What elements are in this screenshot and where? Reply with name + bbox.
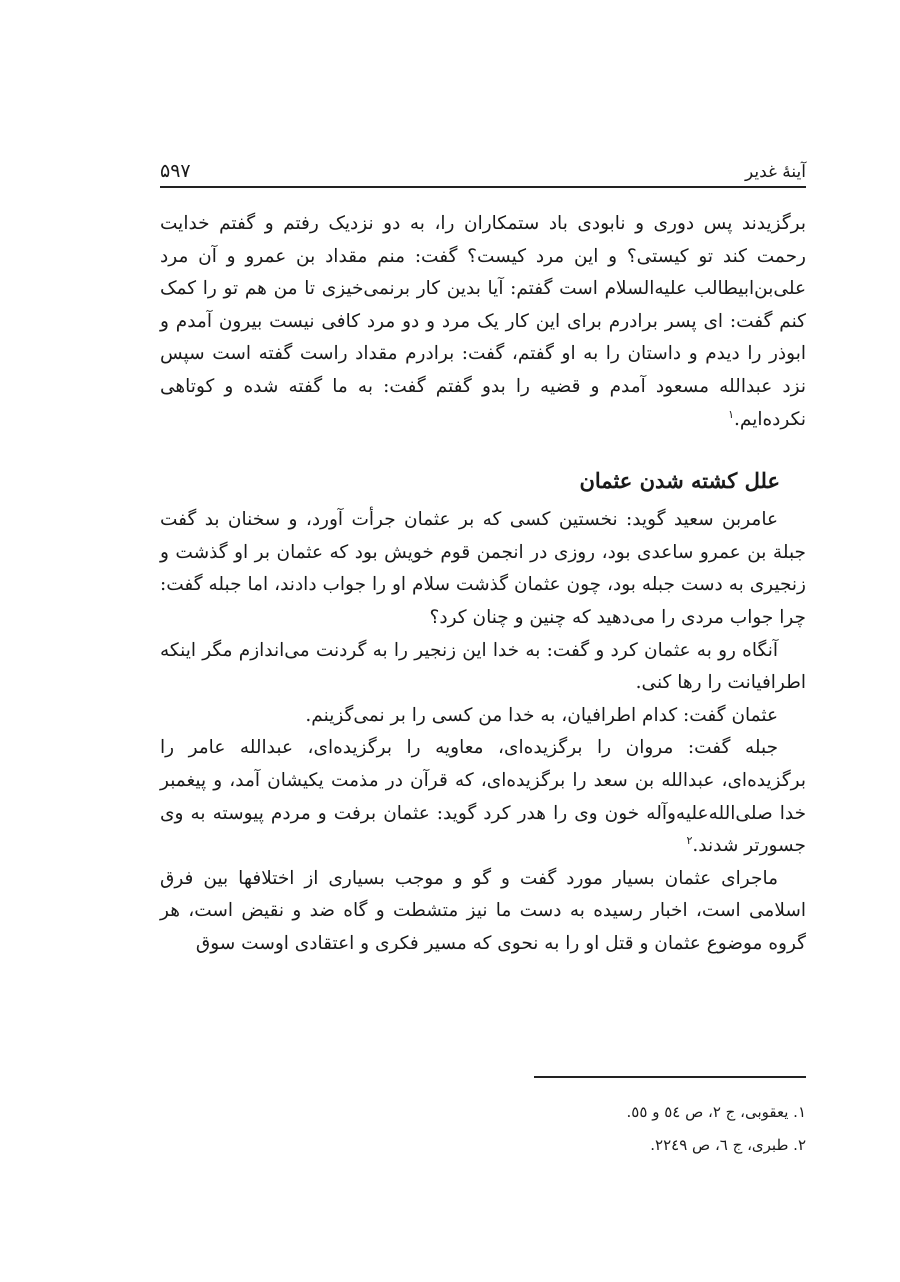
paragraph xyxy=(160,863,806,961)
paragraph-text: برگزیدند پس دوری و نابودی باد ستمکاران را، به دو نزدیک رفتم و گفتم خدایت رحمت کند تو کیستی؟ و این مرد کیست؟ گفت: منم مقداد بن عمرو و آن مرد علی‌بن‌ابیطالب علیه‌السلام است گفتم: آیا بدین کار برنمی‌خیزی تا من هم تو را کمک کنم گفت: ای پسر برادرم برای این کار یک مرد و دو مرد کافی نیست بیرون آمدم و ابوذر را دیدم و داستان را به او گفتم، گفت: برادرم مقداد راست گفته است سپس نزد عبدالله مسعود آمدم و قضیه را بدو گفتم گفت: به ما گفته شده و کوتاهی نکرده‌ایم. xyxy=(160,213,806,430)
paragraph xyxy=(160,635,806,700)
paragraph xyxy=(160,208,806,436)
running-title: آینهٔ غدیر xyxy=(744,162,806,182)
paragraph-text: عامربن سعید گوید: نخستین کسی که بر عثمان جرأت آورد، و سخنان بد گفت جبلة بن عمرو ساعدی بود، روزی در انجمن قوم خویش بود که عثمان بر او گذشت و زنجیری به دست جبله بود، چون عثمان گذشت سلام او را جواب دادند، اما جبله گفت: چرا جواب مردی را می‌دهید که چنین و چنان کرد؟ xyxy=(160,509,806,628)
section-title: علل کشته شدن عثمان xyxy=(579,468,780,494)
page-number: ۵۹۷ xyxy=(160,160,191,182)
paragraph-text: آنگاه رو به عثمان کرد و گفت: به خدا این زنجیر را به گردنت می‌اندازم مگر اینکه اطرافیانت را رها کنی. xyxy=(160,639,806,694)
footnote-ref: ۱ xyxy=(728,407,734,421)
page-header xyxy=(160,148,806,188)
paragraph-text: ماجرای عثمان بسیار مورد گفت و گو و موجب بسیاری از اختلافها بین فرق اسلامی است، اخبار رسیده به دست ما نیز متشطت و گاه ضد و نقیض است، هر گروه موضوع عثمان و قتل او را به نحوی که مسیر فکری و اعتقادی اوست سوق xyxy=(160,867,806,954)
paragraph-text: عثمان گفت: کدام اطرافیان، به خدا من کسی را بر نمی‌گزینم. xyxy=(305,704,778,726)
paragraph xyxy=(160,504,806,634)
footnotes xyxy=(160,1096,806,1162)
page xyxy=(160,0,806,1282)
page-body xyxy=(160,208,806,960)
paragraph xyxy=(160,732,806,862)
footnote: ۲. طبری، ج ٦، ص ۲۲٤۹. xyxy=(650,1136,806,1154)
footnote: ۱. یعقوبی، ج ۲، ص ٥٤ و ٥٥. xyxy=(626,1103,806,1121)
footnote-ref: ۲ xyxy=(686,833,693,847)
paragraph xyxy=(160,700,806,733)
footnote-divider xyxy=(534,1076,806,1078)
paragraph-text: جبله گفت: مروان را برگزیده‌ای، معاویه را برگزیده‌ای، عبدالله عامر را برگزیده‌ای، عبدالله بن سعد را برگزیده‌ای، که قرآن در مذمت یکیشان آمد، و پیغمبر خدا صلی‌الله‌علیه‌وآله خون وی را هدر کرد گوید: عثمان برفت و مردم پیوسته به وی جسورتر شدند. xyxy=(160,737,806,857)
